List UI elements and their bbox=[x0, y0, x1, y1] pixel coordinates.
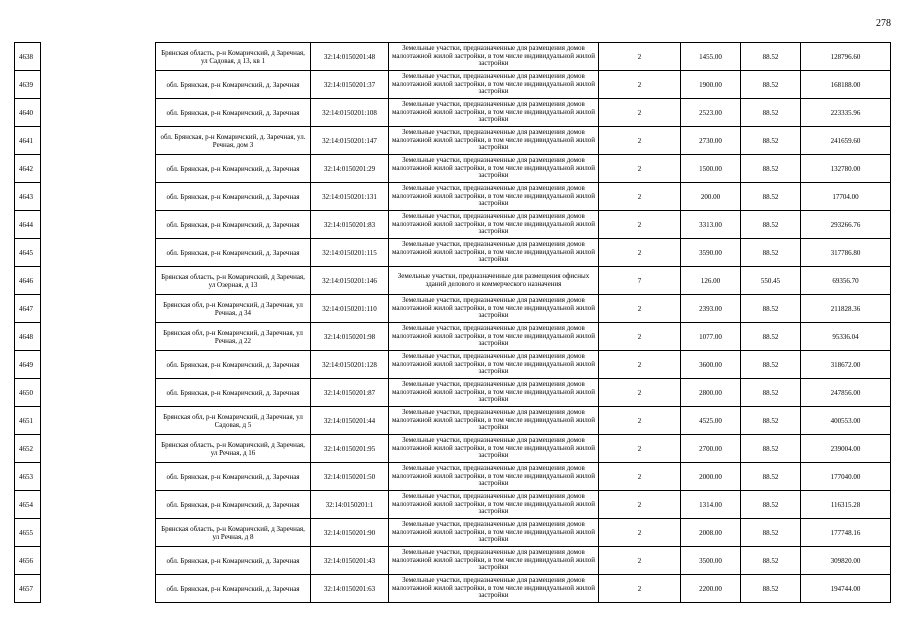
group-cell: 2 bbox=[599, 295, 681, 323]
address-cell: Брянская область, р-н Комаричский, д Заречная, ул Садовая, д 13, кв 1 bbox=[156, 43, 311, 71]
table-row bbox=[15, 127, 891, 155]
land-purpose-cell: Земельные участки, предназначенные для размещения домов малоэтажной жилой застройки, в том числе индивидуальной жилой застройки bbox=[389, 547, 599, 575]
cadastral-number-cell: 32:14:0150201:90 bbox=[311, 519, 389, 547]
group-cell: 2 bbox=[599, 351, 681, 379]
land-purpose-cell: Земельные участки, предназначенные для размещения домов малоэтажной жилой застройки, в том числе индивидуальной жилой застройки bbox=[389, 435, 599, 463]
group-cell: 2 bbox=[599, 43, 681, 71]
spacer-cell bbox=[41, 239, 156, 267]
cadastral-value-cell: 177040.00 bbox=[801, 463, 891, 491]
address-cell: обл. Брянская, р-н Комаричский, д. Заречная bbox=[156, 239, 311, 267]
group-cell: 2 bbox=[599, 239, 681, 267]
area-cell: 1900.00 bbox=[681, 71, 741, 99]
area-cell: 2000.00 bbox=[681, 463, 741, 491]
specific-value-cell: 88.52 bbox=[741, 323, 801, 351]
cadastral-number-cell: 32:14:0150201:95 bbox=[311, 435, 389, 463]
area-cell: 4525.00 bbox=[681, 407, 741, 435]
address-cell: Брянская обл, р-н Комаричский, д Заречная, ул Речная, д 34 bbox=[156, 295, 311, 323]
area-cell: 3313.00 bbox=[681, 211, 741, 239]
row-number-cell: 4642 bbox=[15, 155, 41, 183]
land-purpose-cell: Земельные участки, предназначенные для размещения домов малоэтажной жилой застройки, в том числе индивидуальной жилой застройки bbox=[389, 463, 599, 491]
row-number-cell: 4644 bbox=[15, 211, 41, 239]
land-purpose-cell: Земельные участки, предназначенные для размещения офисных зданий делового и коммерческого назначения bbox=[389, 267, 599, 295]
area-cell: 2200.00 bbox=[681, 575, 741, 603]
cadastral-value-cell: 241659.60 bbox=[801, 127, 891, 155]
address-cell: обл. Брянская, р-н Комаричский, д. Заречная bbox=[156, 183, 311, 211]
table-row bbox=[15, 323, 891, 351]
cadastral-value-cell: 95336.04 bbox=[801, 323, 891, 351]
cadastral-number-cell: 32:14:0150201:147 bbox=[311, 127, 389, 155]
area-cell: 2730.00 bbox=[681, 127, 741, 155]
spacer-cell bbox=[41, 547, 156, 575]
specific-value-cell: 88.52 bbox=[741, 575, 801, 603]
land-purpose-cell: Земельные участки, предназначенные для размещения домов малоэтажной жилой застройки, в том числе индивидуальной жилой застройки bbox=[389, 99, 599, 127]
area-cell: 1314.00 bbox=[681, 491, 741, 519]
area-cell: 200.00 bbox=[681, 183, 741, 211]
table-row bbox=[15, 239, 891, 267]
row-number-cell: 4653 bbox=[15, 463, 41, 491]
table-row bbox=[15, 435, 891, 463]
spacer-cell bbox=[41, 99, 156, 127]
spacer-cell bbox=[41, 435, 156, 463]
spacer-cell bbox=[41, 211, 156, 239]
cadastral-value-cell: 17704.00 bbox=[801, 183, 891, 211]
address-cell: Брянская область, р-н Комаричский, д Заречная, ул Речная, д 16 bbox=[156, 435, 311, 463]
row-number-cell: 4645 bbox=[15, 239, 41, 267]
land-purpose-cell: Земельные участки, предназначенные для размещения домов малоэтажной жилой застройки, в том числе индивидуальной жилой застройки bbox=[389, 575, 599, 603]
area-cell: 1077.00 bbox=[681, 323, 741, 351]
cadastral-value-cell: 293266.76 bbox=[801, 211, 891, 239]
row-number-cell: 4656 bbox=[15, 547, 41, 575]
specific-value-cell: 88.52 bbox=[741, 43, 801, 71]
row-number-cell: 4641 bbox=[15, 127, 41, 155]
address-cell: Брянская обл, р-н Комаричский, д Заречная, ул Садовая, д 5 bbox=[156, 407, 311, 435]
row-number-cell: 4638 bbox=[15, 43, 41, 71]
address-cell: обл. Брянская, р-н Комаричский, д. Заречная bbox=[156, 351, 311, 379]
cadastral-value-cell: 69356.70 bbox=[801, 267, 891, 295]
table-row bbox=[15, 43, 891, 71]
table-row bbox=[15, 211, 891, 239]
group-cell: 2 bbox=[599, 71, 681, 99]
land-purpose-cell: Земельные участки, предназначенные для размещения домов малоэтажной жилой застройки, в том числе индивидуальной жилой застройки bbox=[389, 211, 599, 239]
spacer-cell bbox=[41, 463, 156, 491]
area-cell: 2393.00 bbox=[681, 295, 741, 323]
group-cell: 2 bbox=[599, 435, 681, 463]
cadastral-value-cell: 132780.00 bbox=[801, 155, 891, 183]
specific-value-cell: 88.52 bbox=[741, 127, 801, 155]
spacer-cell bbox=[41, 407, 156, 435]
table-row bbox=[15, 183, 891, 211]
cadastral-number-cell: 32:14:0150201:131 bbox=[311, 183, 389, 211]
cadastral-value-cell: 128796.60 bbox=[801, 43, 891, 71]
land-purpose-cell: Земельные участки, предназначенные для размещения домов малоэтажной жилой застройки, в том числе индивидуальной жилой застройки bbox=[389, 127, 599, 155]
spacer-cell bbox=[41, 267, 156, 295]
specific-value-cell: 550.45 bbox=[741, 267, 801, 295]
cadastral-number-cell: 32:14:0150201:98 bbox=[311, 323, 389, 351]
area-cell: 2008.00 bbox=[681, 519, 741, 547]
spacer-cell bbox=[41, 351, 156, 379]
specific-value-cell: 88.52 bbox=[741, 71, 801, 99]
table-row bbox=[15, 155, 891, 183]
address-cell: обл. Брянская, р-н Комаричский, д. Заречная bbox=[156, 379, 311, 407]
area-cell: 1500.00 bbox=[681, 155, 741, 183]
cadastral-value-cell: 168188.00 bbox=[801, 71, 891, 99]
cadastral-number-cell: 32:14:0150201:37 bbox=[311, 71, 389, 99]
specific-value-cell: 88.52 bbox=[741, 183, 801, 211]
address-cell: обл. Брянская, р-н Комаричский, д. Заречная bbox=[156, 155, 311, 183]
row-number-cell: 4647 bbox=[15, 295, 41, 323]
address-cell: обл. Брянская, р-н Комаричский, д. Заречная bbox=[156, 99, 311, 127]
group-cell: 2 bbox=[599, 155, 681, 183]
row-number-cell: 4650 bbox=[15, 379, 41, 407]
group-cell: 7 bbox=[599, 267, 681, 295]
address-cell: обл. Брянская, р-н Комаричский, д. Заречная bbox=[156, 491, 311, 519]
spacer-cell bbox=[41, 295, 156, 323]
land-purpose-cell: Земельные участки, предназначенные для размещения домов малоэтажной жилой застройки, в том числе индивидуальной жилой застройки bbox=[389, 323, 599, 351]
group-cell: 2 bbox=[599, 547, 681, 575]
land-purpose-cell: Земельные участки, предназначенные для размещения домов малоэтажной жилой застройки, в том числе индивидуальной жилой застройки bbox=[389, 379, 599, 407]
cadastral-value-cell: 194744.00 bbox=[801, 575, 891, 603]
specific-value-cell: 88.52 bbox=[741, 463, 801, 491]
address-cell: обл. Брянская, р-н Комаричский, д. Заречная bbox=[156, 463, 311, 491]
land-purpose-cell: Земельные участки, предназначенные для размещения домов малоэтажной жилой застройки, в том числе индивидуальной жилой застройки bbox=[389, 239, 599, 267]
table-row bbox=[15, 295, 891, 323]
cadastral-number-cell: 32:14:0150201:108 bbox=[311, 99, 389, 127]
cadastral-value-cell: 177748.16 bbox=[801, 519, 891, 547]
cadastral-number-cell: 32:14:0150201:1 bbox=[311, 491, 389, 519]
group-cell: 2 bbox=[599, 463, 681, 491]
cadastral-number-cell: 32:14:0150201:50 bbox=[311, 463, 389, 491]
specific-value-cell: 88.52 bbox=[741, 351, 801, 379]
address-cell: обл. Брянская, р-н Комаричский, д. Заречная bbox=[156, 211, 311, 239]
table-row bbox=[15, 267, 891, 295]
group-cell: 2 bbox=[599, 379, 681, 407]
spacer-cell bbox=[41, 183, 156, 211]
group-cell: 2 bbox=[599, 575, 681, 603]
cadastral-value-cell: 318672.00 bbox=[801, 351, 891, 379]
cadastral-number-cell: 32:14:0150201:44 bbox=[311, 407, 389, 435]
group-cell: 2 bbox=[599, 323, 681, 351]
cadastral-number-cell: 32:14:0150201:146 bbox=[311, 267, 389, 295]
specific-value-cell: 88.52 bbox=[741, 295, 801, 323]
cadastral-value-cell: 309820.00 bbox=[801, 547, 891, 575]
address-cell: обл. Брянская, р-н Комаричский, д. Заречная bbox=[156, 575, 311, 603]
row-number-cell: 4648 bbox=[15, 323, 41, 351]
cadastral-number-cell: 32:14:0150201:83 bbox=[311, 211, 389, 239]
address-cell: обл. Брянская, р-н Комаричский, д. Заречная bbox=[156, 71, 311, 99]
cadastral-table-wrapper bbox=[14, 42, 890, 603]
table-row bbox=[15, 575, 891, 603]
group-cell: 2 bbox=[599, 211, 681, 239]
cadastral-number-cell: 32:14:0150201:29 bbox=[311, 155, 389, 183]
land-purpose-cell: Земельные участки, предназначенные для размещения домов малоэтажной жилой застройки, в том числе индивидуальной жилой застройки bbox=[389, 155, 599, 183]
page-number: 278 bbox=[876, 18, 891, 29]
row-number-cell: 4649 bbox=[15, 351, 41, 379]
row-number-cell: 4643 bbox=[15, 183, 41, 211]
cadastral-value-cell: 223335.96 bbox=[801, 99, 891, 127]
area-cell: 2523.00 bbox=[681, 99, 741, 127]
land-purpose-cell: Земельные участки, предназначенные для размещения домов малоэтажной жилой застройки, в том числе индивидуальной жилой застройки bbox=[389, 295, 599, 323]
row-number-cell: 4646 bbox=[15, 267, 41, 295]
specific-value-cell: 88.52 bbox=[741, 211, 801, 239]
land-purpose-cell: Земельные участки, предназначенные для размещения домов малоэтажной жилой застройки, в том числе индивидуальной жилой застройки bbox=[389, 519, 599, 547]
row-number-cell: 4655 bbox=[15, 519, 41, 547]
area-cell: 3600.00 bbox=[681, 351, 741, 379]
cadastral-value-cell: 239004.00 bbox=[801, 435, 891, 463]
table-row bbox=[15, 491, 891, 519]
row-number-cell: 4652 bbox=[15, 435, 41, 463]
land-purpose-cell: Земельные участки, предназначенные для размещения домов малоэтажной жилой застройки, в том числе индивидуальной жилой застройки bbox=[389, 183, 599, 211]
group-cell: 2 bbox=[599, 183, 681, 211]
cadastral-value-cell: 211828.36 bbox=[801, 295, 891, 323]
spacer-cell bbox=[41, 379, 156, 407]
cadastral-value-cell: 400553.00 bbox=[801, 407, 891, 435]
land-purpose-cell: Земельные участки, предназначенные для размещения домов малоэтажной жилой застройки, в том числе индивидуальной жилой застройки bbox=[389, 491, 599, 519]
area-cell: 2700.00 bbox=[681, 435, 741, 463]
table-row bbox=[15, 99, 891, 127]
address-cell: обл. Брянская, р-н Комаричский, д. Заречная, ул. Речная, дом 3 bbox=[156, 127, 311, 155]
cadastral-number-cell: 32:14:0150201:63 bbox=[311, 575, 389, 603]
cadastral-value-cell: 317786.80 bbox=[801, 239, 891, 267]
area-cell: 2800.00 bbox=[681, 379, 741, 407]
table-row bbox=[15, 463, 891, 491]
area-cell: 3500.00 bbox=[681, 547, 741, 575]
cadastral-number-cell: 32:14:0150201:128 bbox=[311, 351, 389, 379]
table-row bbox=[15, 379, 891, 407]
specific-value-cell: 88.52 bbox=[741, 435, 801, 463]
spacer-cell bbox=[41, 71, 156, 99]
row-number-cell: 4657 bbox=[15, 575, 41, 603]
address-cell: обл. Брянская, р-н Комаричский, д. Заречная bbox=[156, 547, 311, 575]
specific-value-cell: 88.52 bbox=[741, 491, 801, 519]
area-cell: 1455.00 bbox=[681, 43, 741, 71]
land-purpose-cell: Земельные участки, предназначенные для размещения домов малоэтажной жилой застройки, в том числе индивидуальной жилой застройки bbox=[389, 351, 599, 379]
table-row bbox=[15, 71, 891, 99]
cadastral-number-cell: 32:14:0150201:87 bbox=[311, 379, 389, 407]
spacer-cell bbox=[41, 155, 156, 183]
cadastral-value-cell: 116315.28 bbox=[801, 491, 891, 519]
specific-value-cell: 88.52 bbox=[741, 407, 801, 435]
group-cell: 2 bbox=[599, 491, 681, 519]
specific-value-cell: 88.52 bbox=[741, 519, 801, 547]
spacer-cell bbox=[41, 323, 156, 351]
row-number-cell: 4651 bbox=[15, 407, 41, 435]
table-body bbox=[15, 43, 891, 603]
specific-value-cell: 88.52 bbox=[741, 155, 801, 183]
cadastral-number-cell: 32:14:0150201:115 bbox=[311, 239, 389, 267]
spacer-cell bbox=[41, 575, 156, 603]
spacer-cell bbox=[41, 43, 156, 71]
land-purpose-cell: Земельные участки, предназначенные для размещения домов малоэтажной жилой застройки, в том числе индивидуальной жилой застройки bbox=[389, 71, 599, 99]
row-number-cell: 4639 bbox=[15, 71, 41, 99]
specific-value-cell: 88.52 bbox=[741, 547, 801, 575]
address-cell: Брянская область, р-н Комаричский, д Заречная, ул Речная, д 8 bbox=[156, 519, 311, 547]
spacer-cell bbox=[41, 491, 156, 519]
cadastral-number-cell: 32:14:0150201:110 bbox=[311, 295, 389, 323]
cadastral-value-table bbox=[14, 42, 891, 603]
address-cell: Брянская обл, р-н Комаричский, д Заречная, ул Речная, д 22 bbox=[156, 323, 311, 351]
group-cell: 2 bbox=[599, 99, 681, 127]
table-row bbox=[15, 547, 891, 575]
table-row bbox=[15, 351, 891, 379]
specific-value-cell: 88.52 bbox=[741, 99, 801, 127]
area-cell: 126.00 bbox=[681, 267, 741, 295]
group-cell: 2 bbox=[599, 127, 681, 155]
land-purpose-cell: Земельные участки, предназначенные для размещения домов малоэтажной жилой застройки, в том числе индивидуальной жилой застройки bbox=[389, 43, 599, 71]
spacer-cell bbox=[41, 127, 156, 155]
cadastral-number-cell: 32:14:0150201:43 bbox=[311, 547, 389, 575]
group-cell: 2 bbox=[599, 407, 681, 435]
specific-value-cell: 88.52 bbox=[741, 239, 801, 267]
group-cell: 2 bbox=[599, 519, 681, 547]
row-number-cell: 4640 bbox=[15, 99, 41, 127]
specific-value-cell: 88.52 bbox=[741, 379, 801, 407]
cadastral-number-cell: 32:14:0150201:48 bbox=[311, 43, 389, 71]
cadastral-value-cell: 247856.00 bbox=[801, 379, 891, 407]
spacer-cell bbox=[41, 519, 156, 547]
land-purpose-cell: Земельные участки, предназначенные для размещения домов малоэтажной жилой застройки, в том числе индивидуальной жилой застройки bbox=[389, 407, 599, 435]
table-row bbox=[15, 407, 891, 435]
row-number-cell: 4654 bbox=[15, 491, 41, 519]
table-row bbox=[15, 519, 891, 547]
address-cell: Брянская область, р-н Комаричский, д Заречная, ул Озерная, д 13 bbox=[156, 267, 311, 295]
area-cell: 3590.00 bbox=[681, 239, 741, 267]
